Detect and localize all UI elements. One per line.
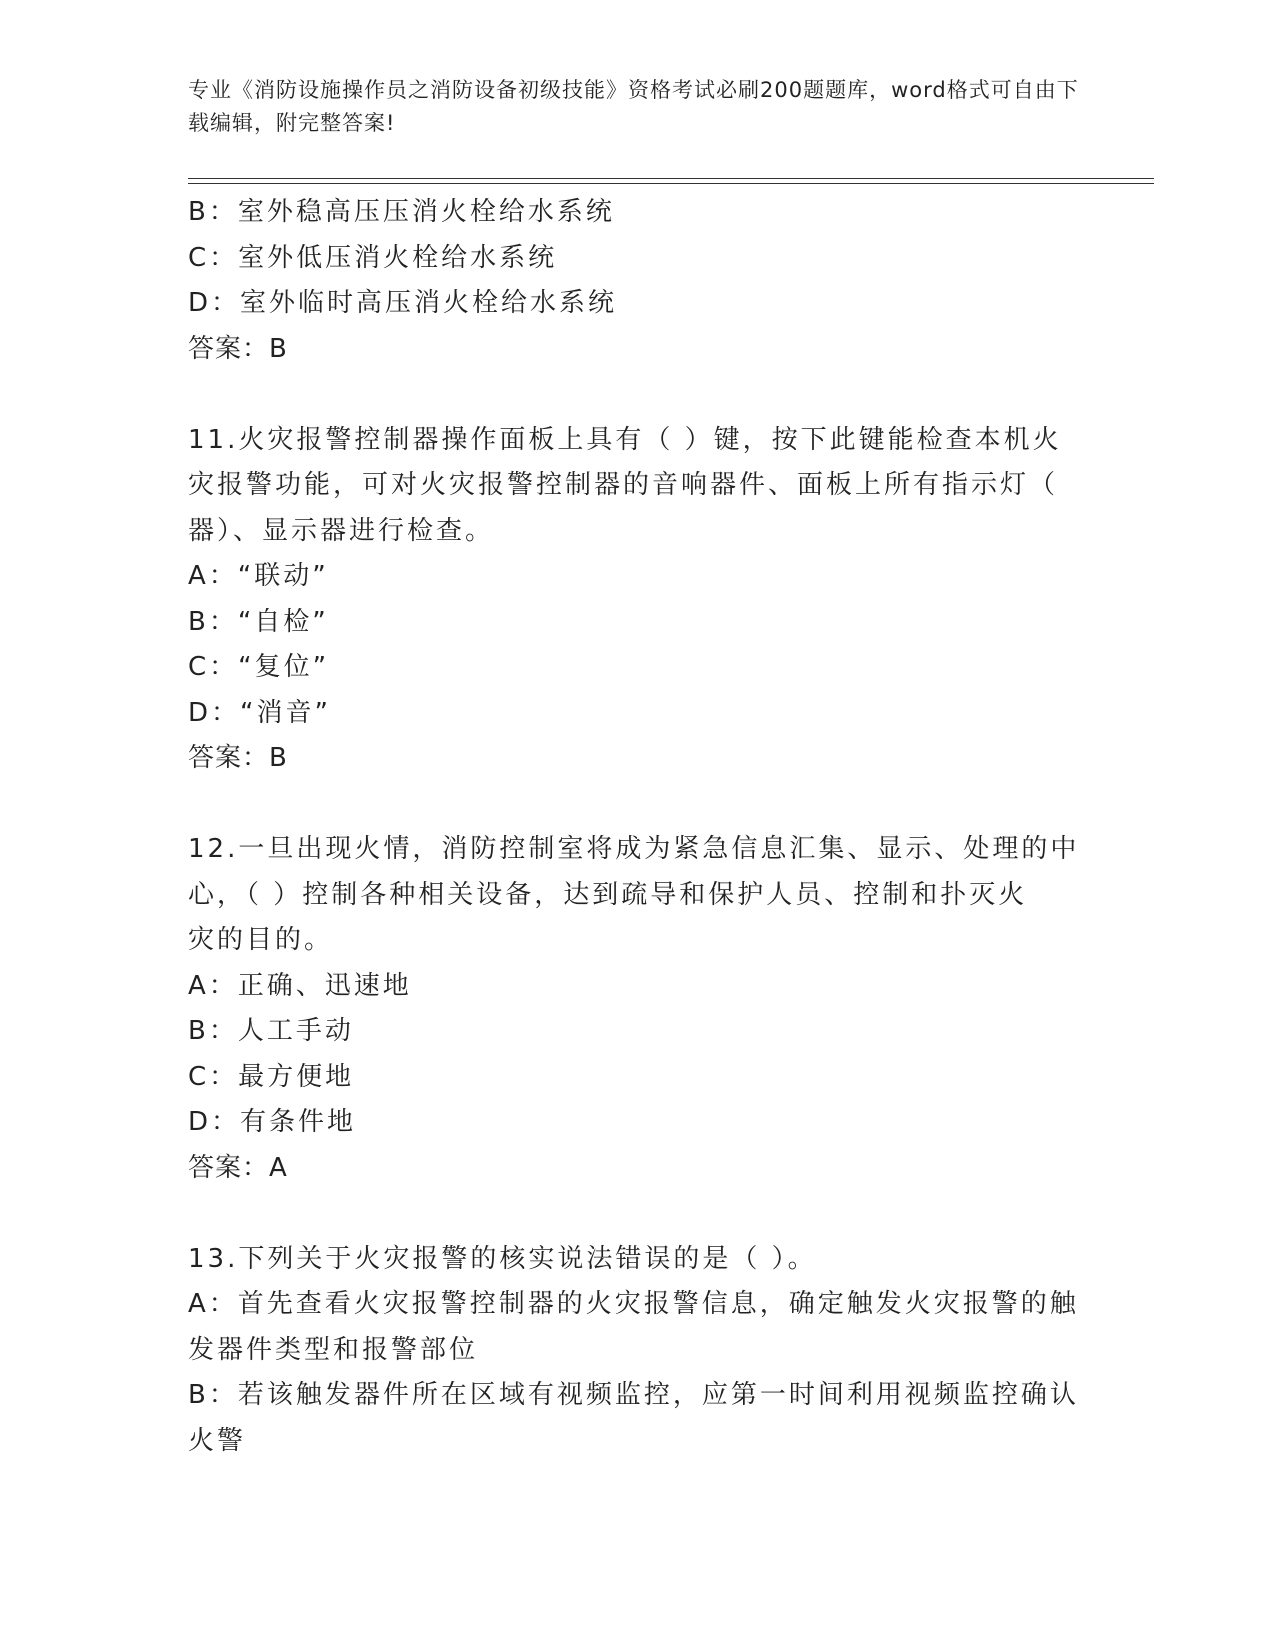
question-stem-line: 13.下列关于火灾报警的核实说法错误的是（ ）。 (188, 1243, 817, 1274)
question-content (188, 190, 1088, 1464)
option-b: B：“自检” (188, 606, 329, 637)
question-stem-line: 器）、显示器进行检查。 (188, 515, 495, 546)
option-a: A：首先查看火灾报警控制器的火灾报警信息，确定触发火灾报警的触 (188, 1289, 1079, 1319)
option-b: B：室外稳高压压消火栓给水系统 (188, 197, 615, 227)
option-d: D：有条件地 (188, 1107, 357, 1137)
spacer (188, 372, 1088, 418)
header-divider-bottom (188, 183, 1154, 184)
answer-line: 答案：B (188, 333, 288, 364)
question-stem-line: 灾的目的。 (188, 925, 334, 955)
question-13 (188, 1237, 1088, 1465)
option-b: B：人工手动 (188, 1016, 354, 1046)
header-divider-top (188, 178, 1154, 179)
option-a: A：正确、迅速地 (188, 970, 412, 1001)
answer-line: 答案：B (188, 743, 288, 773)
option-d: D：室外临时高压消火栓给水系统 (188, 288, 618, 318)
question-11 (188, 418, 1088, 782)
option-c: C：最方便地 (188, 1061, 355, 1092)
question-stem-line: 灾报警功能，可对火灾报警控制器的音响器件、面板上所有指示灯（ (188, 470, 1059, 500)
option-b-continuation: 火警 (188, 1425, 247, 1456)
question-stem-line: 心，（ ）控制各种相关设备，达到疏导和保护人员、控制和扑灭火 (188, 879, 1028, 910)
option-d: D：“消音” (188, 697, 331, 728)
option-c: C：“复位” (188, 652, 330, 682)
option-a-continuation: 发器件类型和报警部位 (188, 1334, 479, 1365)
option-a: A：“联动” (188, 561, 329, 591)
spacer (188, 782, 1088, 828)
question-12 (188, 827, 1088, 1191)
document-header: 专业《消防设施操作员之消防设备初级技能》资格考试必刷200题题库，word格式可自由下载编辑，附完整答案! (188, 78, 1079, 135)
answer-line: 答案：A (188, 1152, 288, 1183)
option-b: B：若该触发器件所在区域有视频监控，应第一时间利用视频监控确认 (188, 1380, 1079, 1410)
question-stem-line: 12.一旦出现火情，消防控制室将成为紧急信息汇集、显示、处理的中 (188, 834, 1080, 864)
option-c: C：室外低压消火栓给水系统 (188, 242, 558, 273)
spacer (188, 1191, 1088, 1237)
question-10-tail (188, 190, 1088, 372)
question-stem-line: 11.火灾报警控制器操作面板上具有（ ）键，按下此键能检查本机火 (188, 424, 1062, 455)
